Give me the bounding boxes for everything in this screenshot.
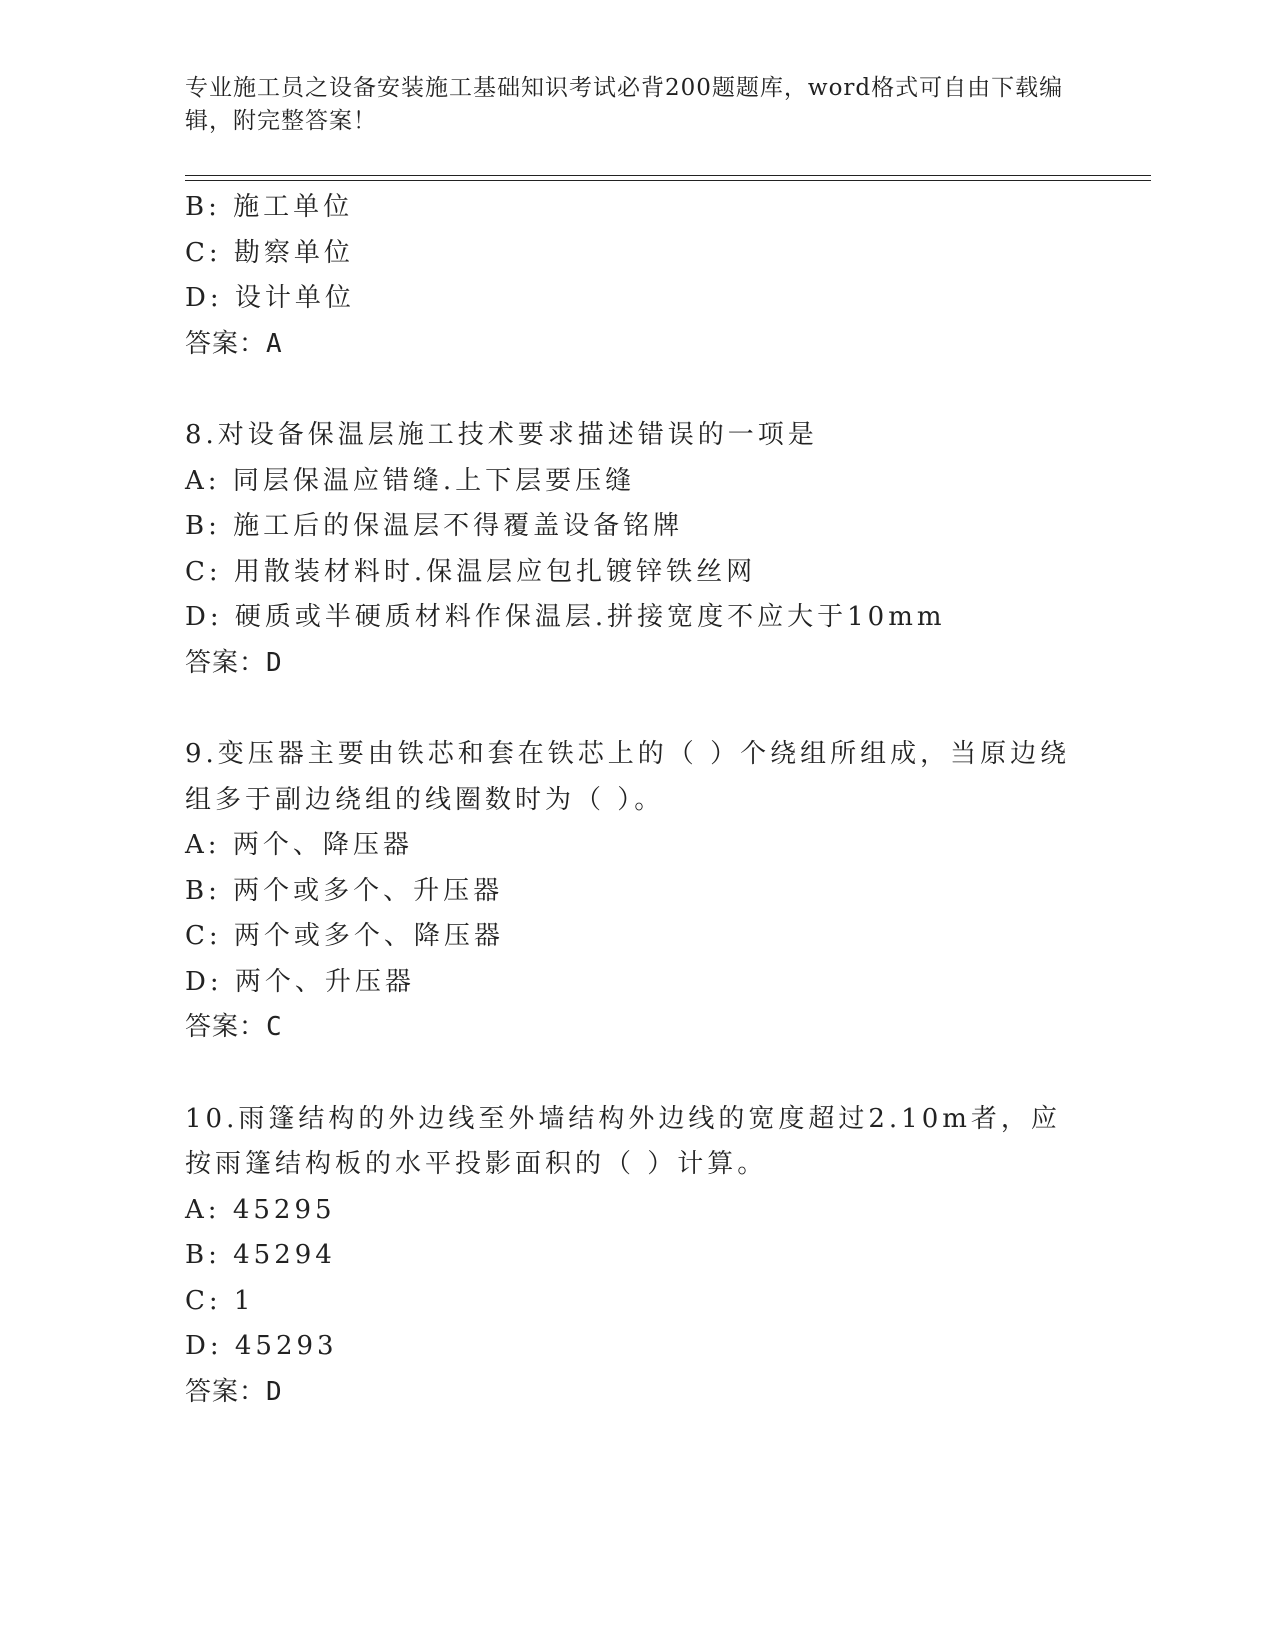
question-content [185, 185, 1085, 1415]
header-title: 专业施工员之设备安装施工基础知识考试必背200题题库，word格式可自由下载编辑，附完整答案！ [185, 75, 1064, 134]
option-d [185, 276, 1085, 322]
answer-value: C [266, 1012, 283, 1042]
option-c [185, 1279, 1085, 1325]
question-10 [185, 1097, 1085, 1416]
option-label: D: [185, 1331, 223, 1361]
option-label: D: [185, 602, 223, 632]
answer-label: 答案： [185, 328, 267, 359]
option-label: A: [185, 465, 221, 496]
option-b [185, 869, 1085, 915]
question-8 [185, 413, 1085, 686]
option-text: 45294 [233, 1240, 336, 1270]
option-label: B: [185, 511, 221, 541]
option-text: 施工后的保温层不得覆盖设备铭牌 [233, 511, 684, 541]
prev-question-block [185, 185, 1085, 367]
option-label: A: [185, 830, 221, 860]
option-b [185, 1233, 1085, 1279]
answer-label: 答案： [185, 1376, 267, 1407]
option-text: 两个或多个、升压器 [233, 875, 504, 906]
question-text: 10.雨篷结构的外边线至外墙结构外边线的宽度超过2.10m者，应按雨篷结构板的水平投影面积的（ ）计算。 [185, 1103, 1061, 1179]
option-label: D: [185, 966, 223, 997]
option-label: B: [185, 875, 221, 906]
option-text: 两个、升压器 [234, 966, 415, 997]
option-text: 设计单位 [234, 283, 355, 313]
option-label: D: [185, 283, 223, 313]
option-text: 勘察单位 [233, 237, 354, 268]
option-label: A: [185, 1194, 221, 1225]
header-rule-top [185, 175, 1151, 176]
option-label: B: [185, 1240, 221, 1270]
answer-line [185, 1005, 1085, 1051]
header-rule-bottom [185, 180, 1151, 181]
answer-line [185, 641, 1085, 687]
option-b [185, 185, 1085, 231]
option-d [185, 960, 1085, 1006]
option-d [185, 595, 1085, 641]
option-text: 硬质或半硬质材料作保温层.拼接宽度不应大于10mm [234, 602, 946, 632]
option-d [185, 1324, 1085, 1370]
answer-value: D [266, 1376, 283, 1407]
option-c [185, 914, 1085, 960]
answer-label: 答案： [185, 647, 267, 678]
answer-line [185, 1370, 1085, 1416]
option-text: 45295 [232, 1194, 336, 1225]
option-text: 45293 [234, 1331, 338, 1361]
option-text: 两个或多个、降压器 [233, 921, 504, 951]
answer-line [185, 322, 1085, 368]
answer-value: A [266, 328, 283, 359]
question-text: 8.对设备保温层施工技术要求描述错误的一项是 [185, 420, 818, 450]
option-a [185, 823, 1085, 869]
answer-label: 答案： [185, 1012, 267, 1042]
option-text: 施工单位 [233, 192, 354, 222]
option-label: C: [185, 1285, 222, 1316]
option-a [185, 1188, 1085, 1234]
option-text: 同层保温应错缝.上下层要压缝 [232, 465, 636, 496]
option-text: 用散装材料时.保温层应包扎镀锌铁丝网 [233, 556, 757, 587]
answer-value: D [266, 647, 283, 678]
option-text: 1 [233, 1285, 255, 1316]
question-9 [185, 732, 1085, 1051]
option-a [185, 459, 1085, 505]
option-label: C: [185, 556, 222, 587]
option-label: C: [185, 921, 222, 951]
document-header [185, 72, 1085, 138]
option-label: C: [185, 237, 222, 268]
option-b [185, 504, 1085, 550]
option-text: 两个、降压器 [232, 830, 413, 860]
option-c [185, 231, 1085, 277]
question-text: 9.变压器主要由铁芯和套在铁芯上的（ ）个绕组所组成，当原边绕组多于副边绕组的线圈数时为（ ）。 [185, 739, 1071, 815]
option-label: B: [185, 192, 221, 222]
option-c [185, 550, 1085, 596]
